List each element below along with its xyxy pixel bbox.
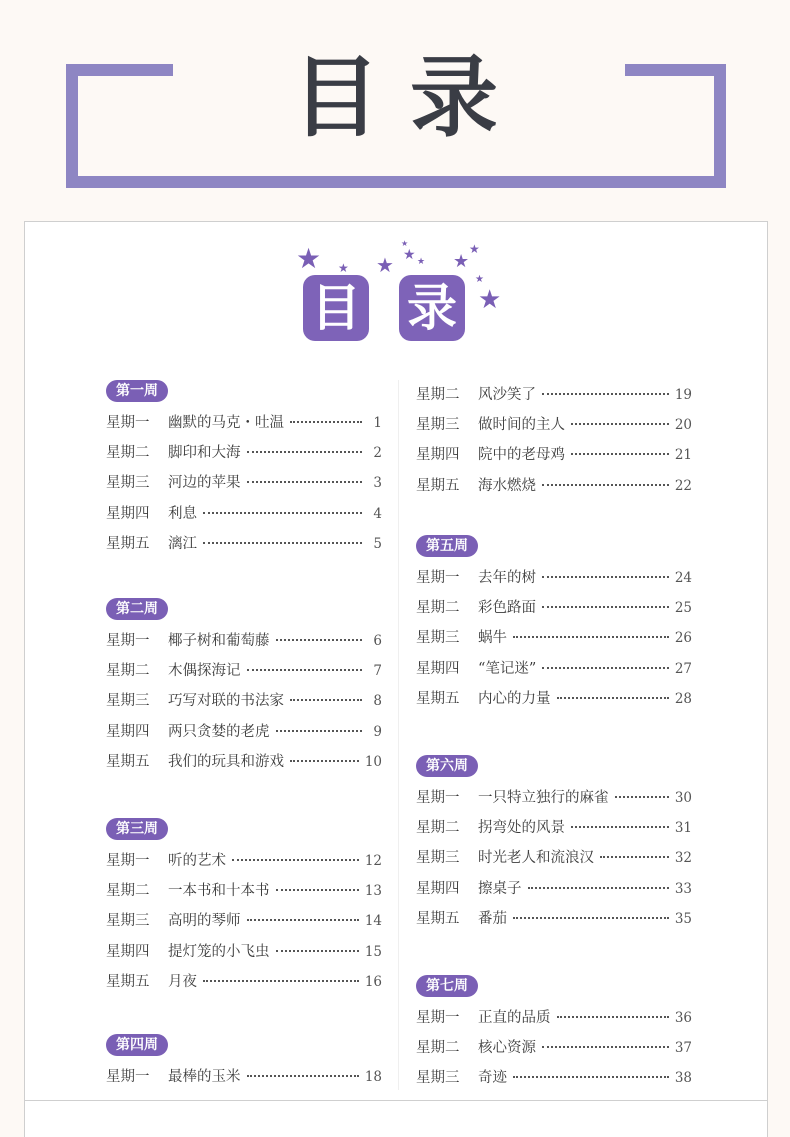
entry-page: 7: [373, 663, 382, 680]
entry-day: 星期二: [416, 1040, 460, 1057]
toc-entry[interactable]: [416, 1033, 692, 1063]
entry-page: 27: [674, 660, 692, 677]
entry-page: 21: [674, 447, 692, 464]
dot-leader: [571, 453, 669, 455]
entry-title: 时光老人和流浪汉: [478, 850, 594, 867]
entry-title: 正直的品质: [478, 1010, 551, 1026]
dot-leader: [600, 856, 669, 858]
logo-char-1: 目: [303, 275, 369, 341]
entry-page: 25: [674, 600, 692, 617]
entry-page: 20: [674, 417, 692, 434]
dot-leader: [557, 697, 669, 699]
toc-entry[interactable]: [106, 747, 382, 777]
bracket-bottom: [66, 176, 726, 188]
entry-day: 星期二: [106, 445, 150, 462]
dot-leader: [528, 887, 669, 889]
week-section: [416, 755, 692, 975]
dot-leader: [542, 484, 669, 486]
column-divider: [398, 380, 399, 1090]
week-section: [416, 975, 692, 1094]
entry-day: 星期一: [416, 790, 460, 806]
entry-day: 星期五: [416, 910, 460, 927]
entry-page: 26: [674, 630, 692, 647]
entry-page: 6: [373, 633, 382, 649]
star-icon: ★: [401, 239, 409, 248]
entry-title: 提灯笼的小飞虫: [168, 943, 270, 960]
toc-column-left: [106, 380, 382, 1092]
toc-entry[interactable]: [416, 813, 692, 843]
dot-leader: [247, 481, 363, 483]
star-icon: ★: [453, 251, 470, 272]
toc-entry[interactable]: [416, 904, 692, 934]
entry-title: 我们的玩具和游戏: [168, 753, 284, 770]
page-title: 目录: [291, 46, 528, 149]
toc-entry[interactable]: [416, 593, 692, 623]
week-badge: 第七周: [416, 975, 478, 997]
entry-title: 两只贪婪的老虎: [168, 723, 270, 740]
week-badge: 第五周: [416, 535, 478, 557]
entry-title: 彩色路面: [478, 600, 536, 617]
star-icon: ★: [296, 242, 322, 275]
entry-day: 星期二: [106, 883, 150, 900]
entry-page: 12: [364, 853, 382, 869]
dot-leader: [247, 919, 359, 921]
entry-title: 奇迹: [478, 1070, 507, 1087]
week-section: [416, 535, 692, 755]
entry-page: 8: [373, 693, 382, 710]
week-section: [106, 818, 382, 1034]
toc-entry[interactable]: [106, 408, 382, 438]
logo-char-2: 录: [399, 275, 465, 341]
dot-leader: [290, 760, 359, 762]
entry-day: 星期二: [416, 387, 460, 403]
entry-page: 3: [373, 475, 382, 492]
next-page-frame: [24, 1100, 768, 1137]
entry-day: 星期四: [106, 943, 150, 960]
toc-entry[interactable]: [106, 906, 382, 936]
entry-title: 风沙笑了: [478, 387, 536, 403]
entry-day: 星期三: [106, 693, 150, 710]
entry-page: 13: [364, 883, 382, 900]
toc-logo: [270, 235, 510, 350]
entry-page: 35: [674, 910, 692, 927]
dot-leader: [571, 826, 669, 828]
dot-leader: [247, 669, 363, 671]
entry-title: 蜗牛: [478, 630, 507, 647]
toc-entry[interactable]: [416, 654, 692, 684]
week-badge: 第一周: [106, 380, 168, 402]
entry-day: 星期一: [106, 633, 150, 649]
dot-leader: [203, 512, 362, 514]
week-badge: 第二周: [106, 598, 168, 620]
entry-day: 星期四: [416, 880, 460, 897]
toc-entry[interactable]: [416, 684, 692, 714]
dot-leader: [203, 542, 362, 544]
toc-entry[interactable]: [416, 783, 692, 813]
entry-day: 星期三: [416, 417, 460, 434]
toc-entry[interactable]: [416, 410, 692, 440]
entry-day: 星期三: [106, 475, 150, 492]
dot-leader: [542, 1046, 669, 1048]
entry-day: 星期五: [106, 535, 150, 552]
toc-entry[interactable]: [106, 717, 382, 747]
star-icon: ★: [417, 257, 426, 267]
entry-title: “笔记迷”: [478, 660, 537, 677]
entry-page: 37: [674, 1040, 692, 1057]
toc-column-right: [416, 380, 692, 1094]
star-icon: ★: [475, 274, 484, 285]
entry-day: 星期三: [106, 913, 150, 930]
star-icon: ★: [338, 261, 349, 275]
entry-title: 幽默的马克・吐温: [168, 415, 284, 431]
dot-leader: [542, 576, 669, 578]
entry-day: 星期四: [106, 505, 150, 522]
entry-page: 10: [364, 753, 382, 770]
dot-leader: [203, 980, 359, 982]
entry-title: 院中的老母鸡: [478, 447, 565, 464]
dot-leader: [513, 917, 669, 919]
entry-title: 一本书和十本书: [168, 883, 270, 900]
toc-entry[interactable]: [106, 876, 382, 906]
entry-title: 去年的树: [478, 570, 536, 586]
dot-leader: [615, 796, 669, 798]
entry-day: 星期五: [106, 973, 150, 990]
entry-day: 星期一: [106, 1069, 150, 1085]
week-section: [106, 380, 382, 598]
toc-entry[interactable]: [106, 846, 382, 876]
entry-day: 星期四: [416, 447, 460, 464]
dot-leader: [571, 423, 669, 425]
dot-leader: [276, 639, 363, 641]
entry-title: 拐弯处的风景: [478, 820, 565, 837]
entry-title: 听的艺术: [168, 853, 226, 869]
entry-title: 高明的琴师: [168, 913, 241, 930]
week-badge: 第四周: [106, 1034, 168, 1056]
entry-day: 星期四: [416, 660, 460, 677]
star-icon: ★: [478, 285, 502, 315]
entry-page: 30: [674, 790, 692, 806]
entry-page: 36: [674, 1010, 692, 1026]
entry-title: 最棒的玉米: [168, 1069, 241, 1085]
entry-title: 内心的力量: [478, 690, 551, 707]
dot-leader: [542, 667, 668, 669]
toc-entry[interactable]: [416, 843, 692, 873]
entry-day: 星期二: [416, 820, 460, 837]
toc-entry[interactable]: [106, 529, 382, 559]
entry-title: 漓江: [168, 535, 197, 552]
entry-day: 星期三: [416, 1070, 460, 1087]
entry-day: 星期三: [416, 850, 460, 867]
entry-title: 椰子树和葡萄藤: [168, 633, 270, 649]
entry-page: 15: [364, 943, 382, 960]
dot-leader: [542, 393, 669, 395]
toc-entry[interactable]: [106, 656, 382, 686]
entry-title: 木偶探海记: [168, 663, 241, 680]
entry-day: 星期二: [106, 663, 150, 680]
dot-leader: [247, 1075, 359, 1077]
dot-leader: [290, 699, 362, 701]
dot-leader: [247, 451, 363, 453]
dot-leader: [542, 606, 669, 608]
entry-page: 31: [674, 820, 692, 837]
toc-entry[interactable]: [106, 626, 382, 656]
entry-day: 星期三: [416, 630, 460, 647]
entry-page: 38: [674, 1070, 692, 1087]
entry-day: 星期五: [106, 753, 150, 770]
star-icon: ★: [376, 253, 394, 277]
dot-leader: [276, 889, 359, 891]
entry-page: 2: [373, 445, 382, 462]
entry-day: 星期一: [106, 853, 150, 869]
toc-entry[interactable]: [106, 468, 382, 498]
entry-page: 16: [364, 973, 382, 990]
entry-title: 巧写对联的书法家: [168, 693, 284, 710]
entry-page: 5: [373, 535, 382, 552]
toc-entry[interactable]: [416, 874, 692, 904]
toc-entry[interactable]: [106, 438, 382, 468]
entry-page: 18: [364, 1069, 382, 1085]
entry-page: 33: [674, 880, 692, 897]
week-badge: 第六周: [416, 755, 478, 777]
toc-entry[interactable]: [416, 471, 692, 501]
entry-page: 22: [674, 477, 692, 494]
entry-page: 19: [674, 387, 692, 403]
entry-day: 星期一: [106, 415, 150, 431]
dot-leader: [276, 730, 363, 732]
entry-day: 星期二: [416, 600, 460, 617]
entry-page: 32: [674, 850, 692, 867]
entry-page: 4: [373, 505, 382, 522]
entry-title: 核心资源: [478, 1040, 536, 1057]
entry-day: 星期五: [416, 690, 460, 707]
star-icon: ★: [403, 247, 416, 263]
entry-page: 1: [373, 415, 382, 431]
entry-page: 9: [373, 723, 382, 740]
toc-entry[interactable]: [416, 440, 692, 470]
toc-entry[interactable]: [106, 686, 382, 716]
entry-page: 28: [674, 690, 692, 707]
entry-title: 利息: [168, 505, 197, 522]
entry-page: 14: [364, 913, 382, 930]
entry-day: 星期一: [416, 570, 460, 586]
entry-day: 星期五: [416, 477, 460, 494]
toc-entry[interactable]: [416, 380, 692, 410]
dot-leader: [290, 421, 362, 423]
week-section: [106, 598, 382, 818]
entry-title: 一只特立独行的麻雀: [478, 790, 609, 806]
entry-title: 做时间的主人: [478, 417, 565, 434]
entry-day: 星期一: [416, 1010, 460, 1026]
week-section: [416, 380, 692, 535]
toc-entry[interactable]: [416, 1063, 692, 1093]
entry-title: 海水燃烧: [478, 477, 536, 494]
entry-title: 脚印和大海: [168, 445, 241, 462]
toc-entry[interactable]: [106, 1062, 382, 1092]
dot-leader: [232, 859, 359, 861]
dot-leader: [513, 1076, 669, 1078]
week-badge: 第三周: [106, 818, 168, 840]
entry-title: 河边的苹果: [168, 475, 241, 492]
entry-title: 擦桌子: [478, 880, 522, 897]
dot-leader: [276, 950, 359, 952]
header-banner: [0, 0, 790, 215]
week-section: [106, 1034, 382, 1092]
entry-title: 番茄: [478, 910, 507, 927]
toc-entry[interactable]: [106, 499, 382, 529]
toc-entry[interactable]: [416, 563, 692, 593]
entry-day: 星期四: [106, 723, 150, 740]
toc-entry[interactable]: [416, 623, 692, 653]
entry-title: 月夜: [168, 973, 197, 990]
dot-leader: [557, 1016, 669, 1018]
toc-entry[interactable]: [106, 967, 382, 997]
dot-leader: [513, 636, 669, 638]
toc-entry[interactable]: [416, 1003, 692, 1033]
entry-page: 24: [674, 570, 692, 586]
toc-entry[interactable]: [106, 937, 382, 967]
star-icon: ★: [469, 242, 480, 256]
